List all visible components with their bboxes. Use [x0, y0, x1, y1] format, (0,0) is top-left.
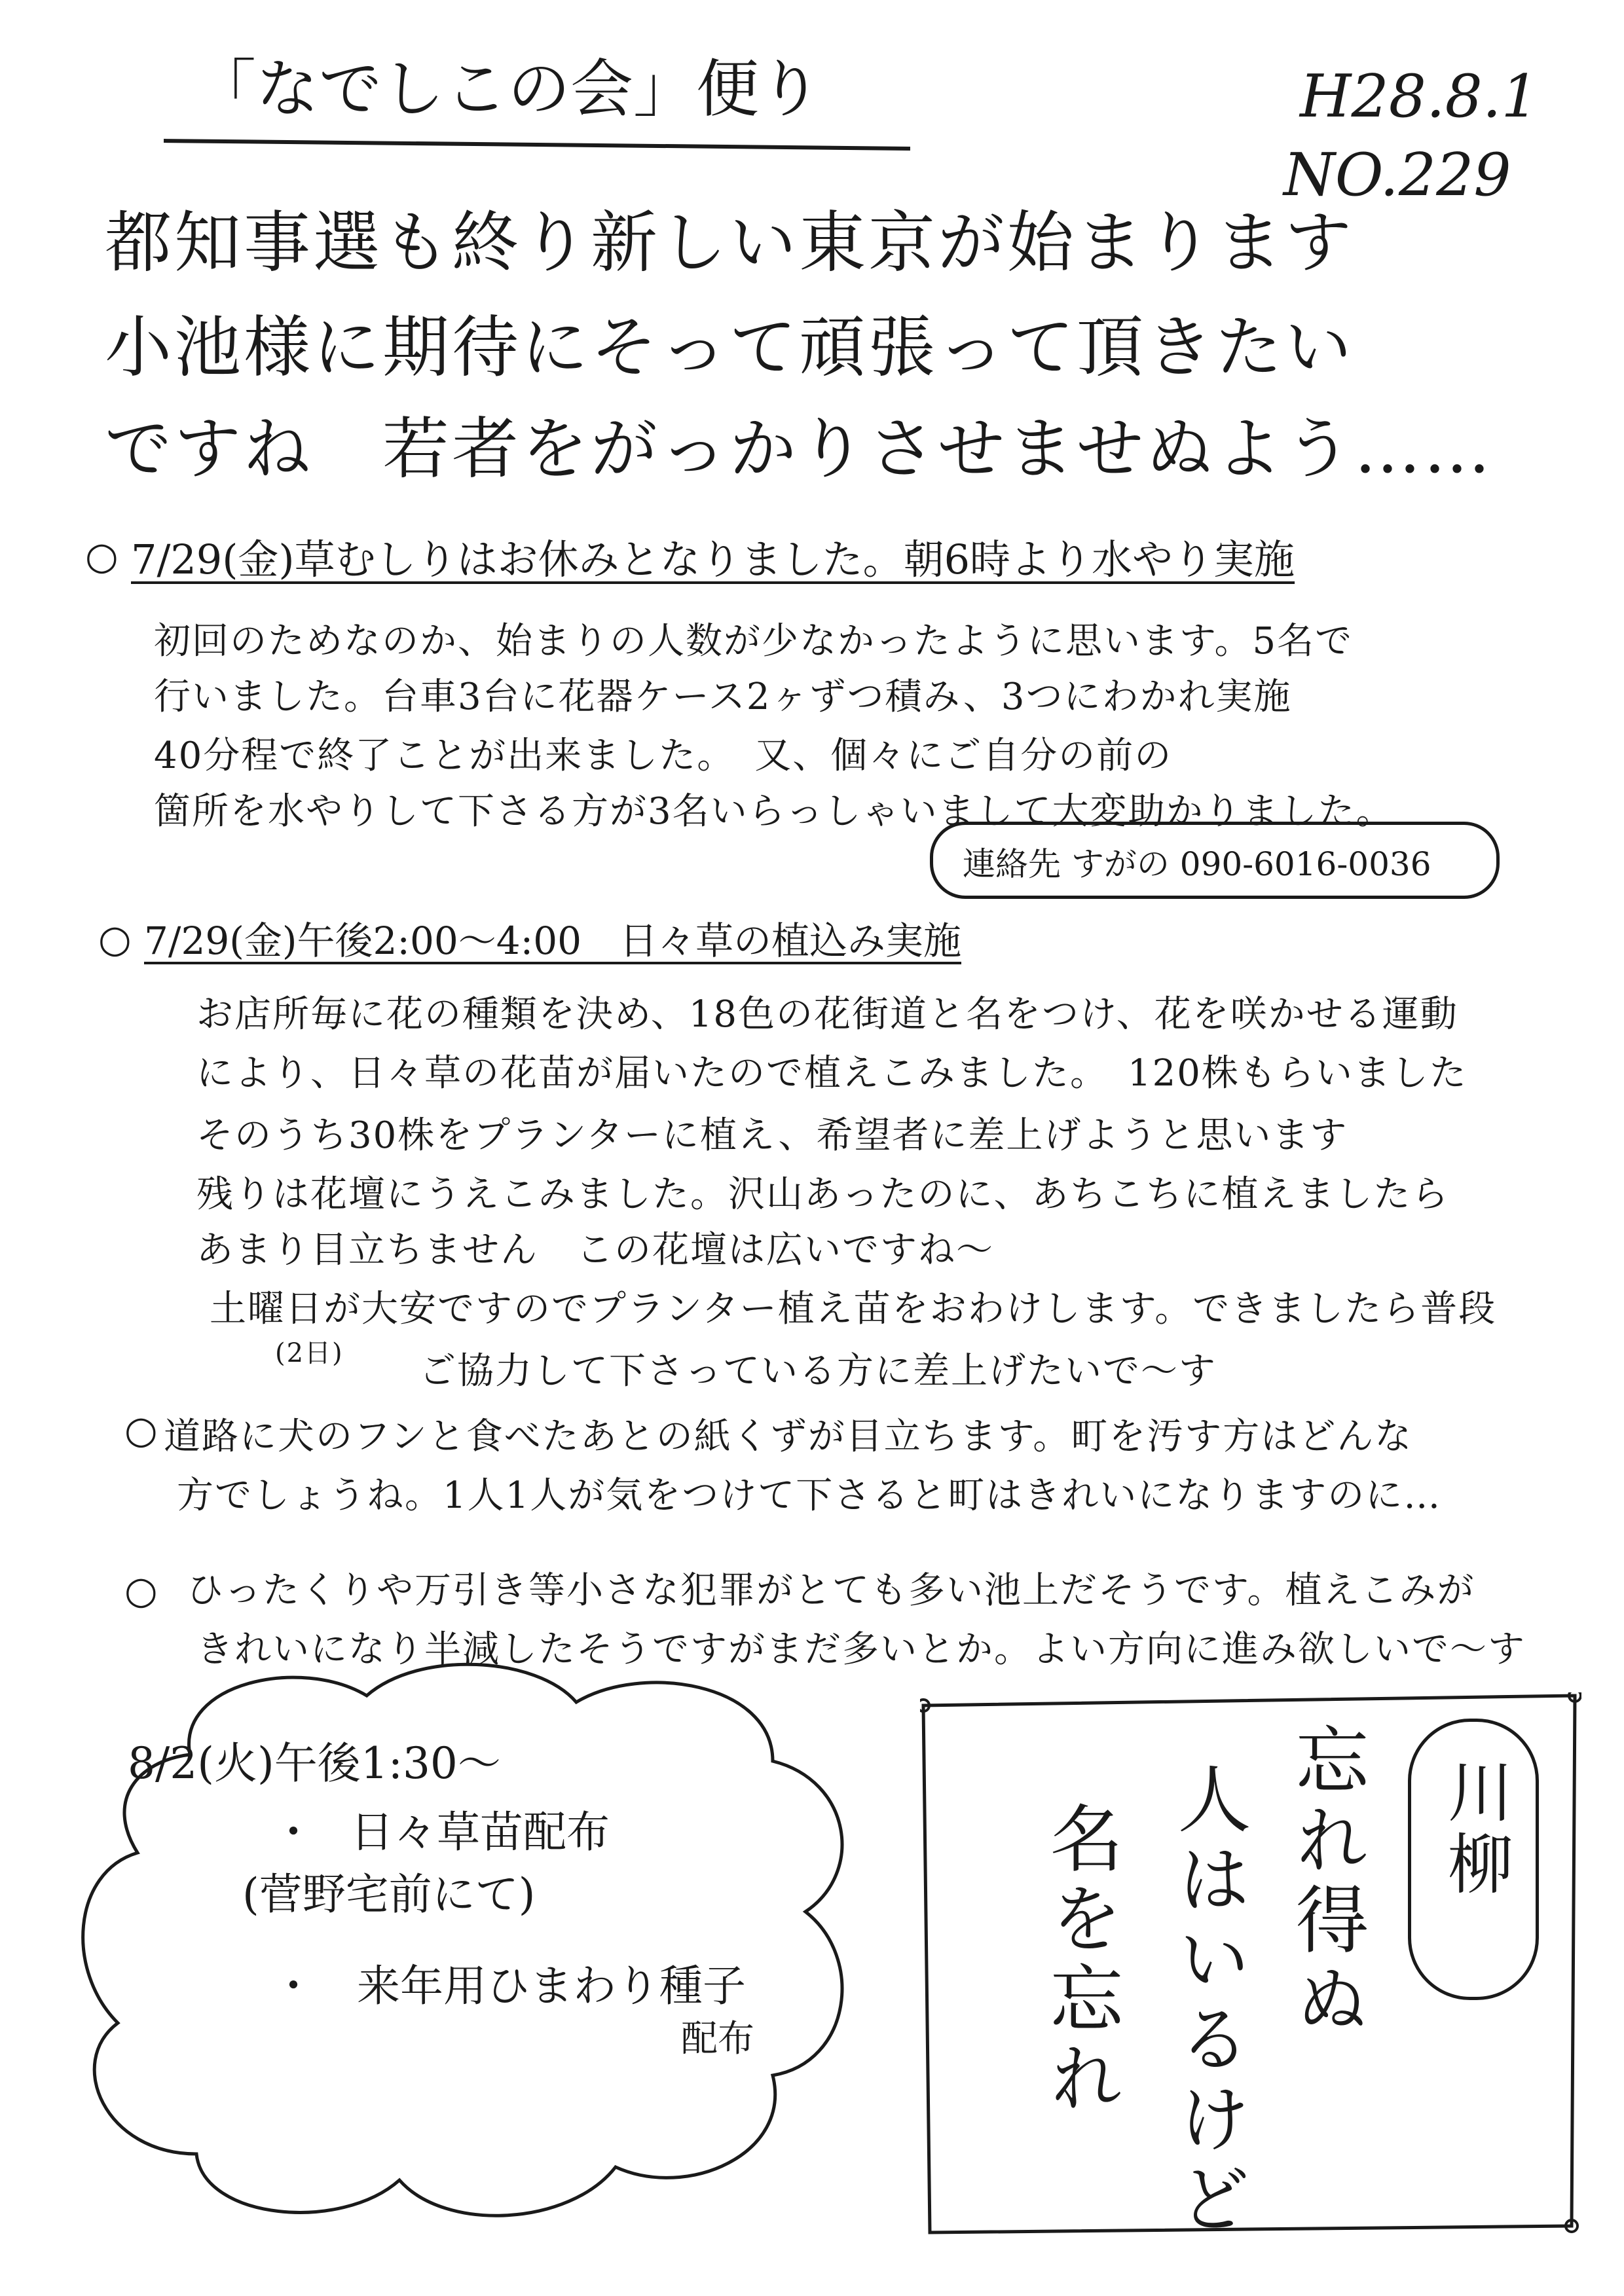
- item-1-mark: ○: [85, 534, 119, 578]
- item-3-line-2: 方でしょうね。1人1人が気をつけて下さると町はきれいになりますのに…: [177, 1474, 1442, 1517]
- item-1-heading: 7/29(金)草むしりはお休みとなりました。朝6時より水やり実施: [131, 536, 1295, 583]
- senryu-line-3: 名を忘れ: [1038, 1800, 1123, 2120]
- item-2-mark: ○: [98, 917, 132, 961]
- item-2-line-2: により、日々草の花苗が届いたので植えこみました。 120株もらいました: [196, 1052, 1467, 1095]
- title-underline: [164, 139, 910, 151]
- lead-line-1: 都知事選も終り新しい東京が始まります: [105, 204, 1354, 282]
- item-2-note: (2日): [275, 1338, 344, 1368]
- lead-line-2: 小池様に期待にそって頑張って頂きたい: [105, 309, 1354, 387]
- item-2-heading: 7/29(金)午後2:00～4:00 日々草の植込み実施: [144, 919, 961, 963]
- contact-info: 連絡先 すがの 090-6016-0036: [963, 845, 1431, 883]
- notice-bullet-2: 来年用ひまわり種子: [357, 1961, 746, 2011]
- issue-date: H28.8.1: [1300, 62, 1539, 131]
- item-1-line-4: 箇所を水やりして下さる方が3名いらっしゃいまして大変助かりました。: [154, 790, 1394, 833]
- notice-time: 8/2(火)午後1:30～: [128, 1738, 501, 1789]
- item-2-line-4: 残りは花壇にうえこみました。沢山あったのに、あちこちに植えましたら: [196, 1173, 1450, 1216]
- item-1-line-3: 40分程で終了ことが出来ました。 又、個々にご自分の前の: [154, 735, 1173, 777]
- item-3-mark: ○: [124, 1408, 158, 1452]
- notice-bullet-1: 日々草苗配布: [350, 1807, 610, 1857]
- item-1-line-2: 行いました。台車3台に花器ケース2ヶずつ積み、3つにわかれ実施: [154, 676, 1292, 718]
- item-2-line-7: ご協力して下さっている方に差上げたいで～す: [419, 1350, 1217, 1393]
- senryu-line-1: 忘れ得ぬ: [1283, 1722, 1369, 2041]
- notice-bullet-2-tail: 配布: [681, 2018, 754, 2060]
- item-4-line-1: ひったくりや万引き等小さな犯罪がとても多い池上だそうです。植えこみが: [187, 1569, 1475, 1612]
- item-4-line-2: きれいになり半減したそうですがまだ多いとか。よい方向に進み欲しいで～す: [196, 1628, 1526, 1671]
- item-4-mark: ○: [124, 1568, 158, 1613]
- newsletter-title: 「なでしこの会」便り: [193, 52, 822, 126]
- notice-bullet-2-mark: ・: [272, 1961, 315, 2011]
- item-3-line-1: 道路に犬のフンと食べたあとの紙くずが目立ちます。町を汚す方はどんな: [164, 1415, 1413, 1458]
- item-1-line-1: 初回のためなのか、始まりの人数が少なかったように思います。5名で: [154, 620, 1354, 663]
- item-2-line-6: 土曜日が大安ですのでプランター植え苗をおわけします。できましたら普段: [210, 1288, 1497, 1330]
- item-2-line-5: あまり目立ちません この花壇は広いですね～: [196, 1229, 994, 1271]
- notice-bullet-1-mark: ・: [272, 1807, 315, 1857]
- lead-line-3: ですね 若者をがっかりさせませぬよう……: [105, 410, 1493, 488]
- item-2-line-1: お店所毎に花の種類を決め、18色の花街道と名をつけ、花を咲かせる運動: [196, 993, 1458, 1036]
- item-2-line-3: そのうち30株をプランターに植え、希望者に差上げようと思います: [196, 1114, 1348, 1157]
- notice-bullet-1-sub: (菅野宅前にて): [242, 1869, 536, 1920]
- issue-number: NO.229: [1283, 141, 1511, 210]
- senryu-line-2: 人はいるけど: [1166, 1761, 1251, 2240]
- senryu-tag: 川柳: [1437, 1758, 1513, 1902]
